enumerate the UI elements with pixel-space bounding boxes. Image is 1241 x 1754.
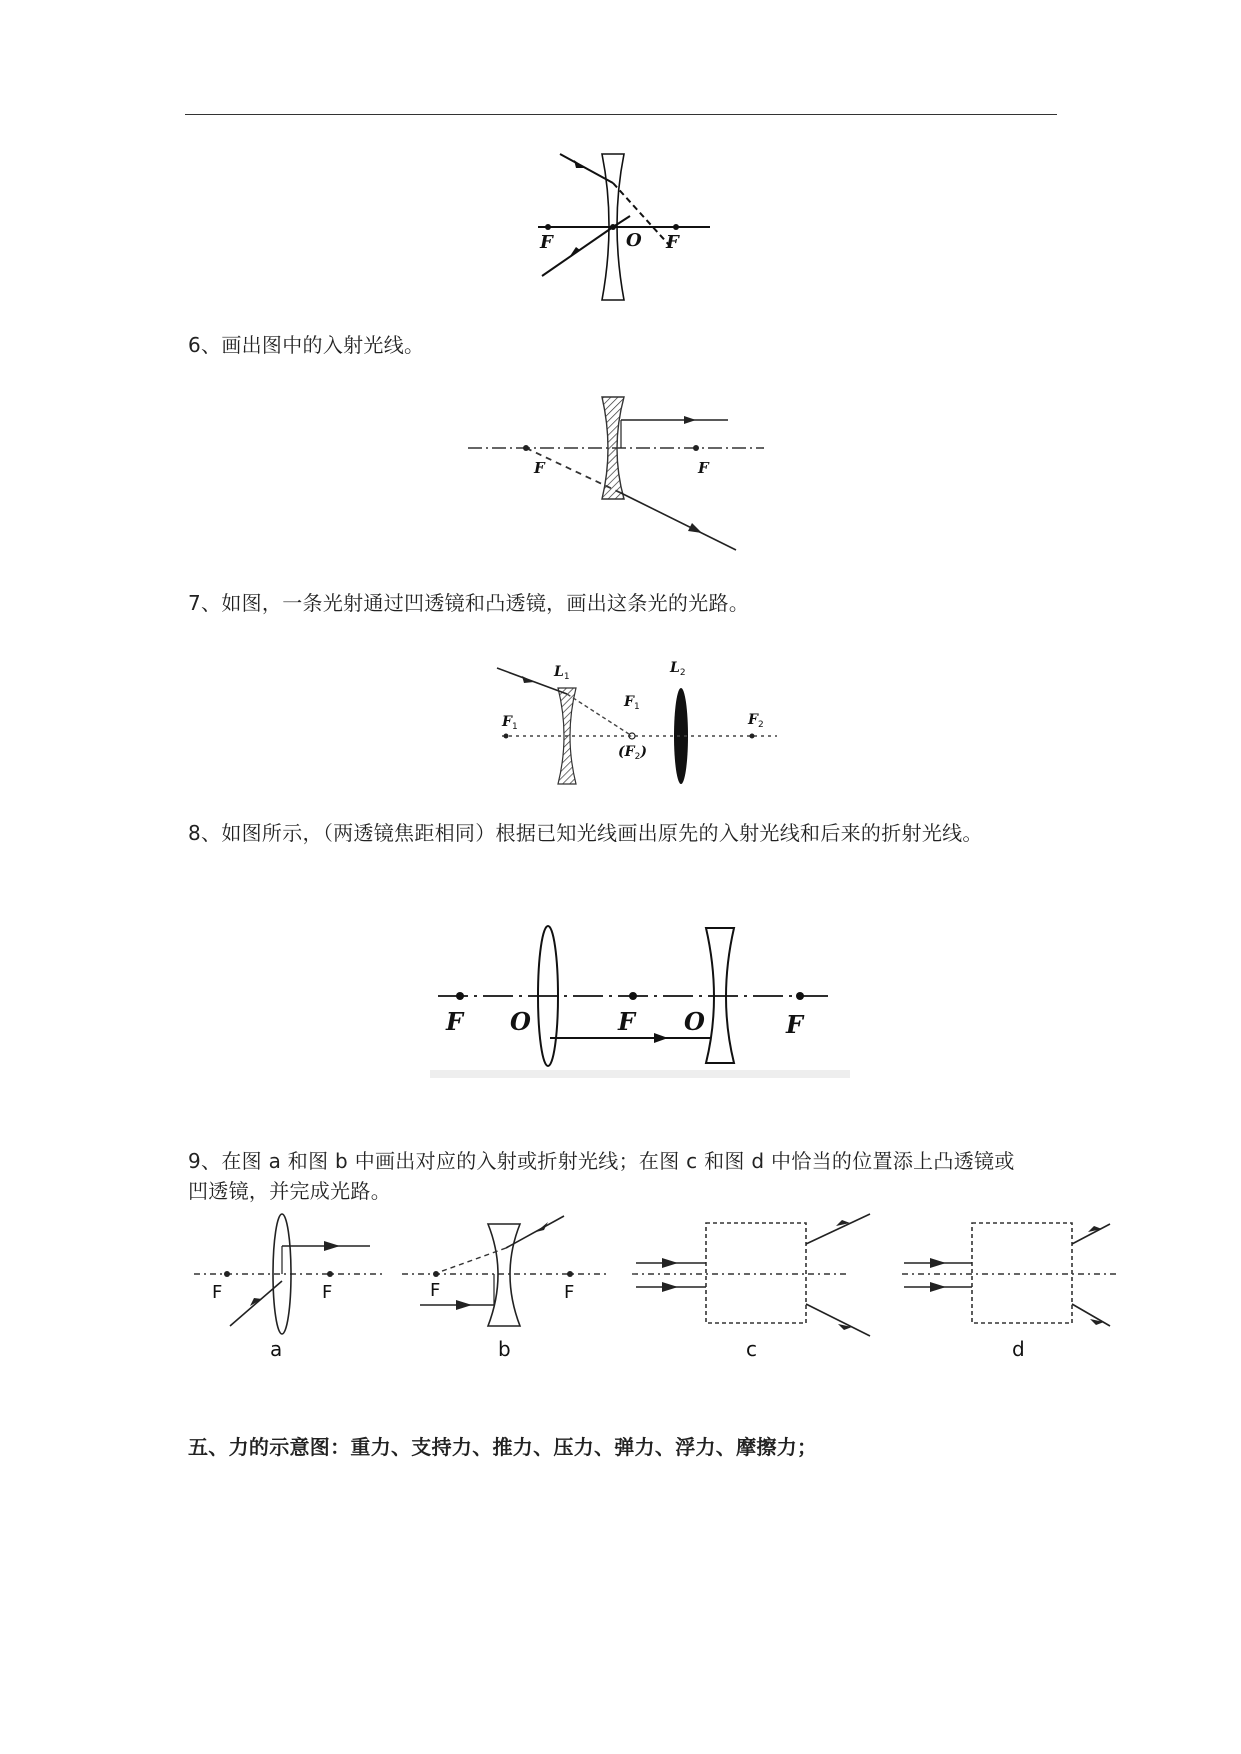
b-focus-right: F: [564, 1282, 575, 1303]
header-rule: [185, 114, 1057, 115]
section-5-heading: 五、力的示意图：重力、支持力、推力、压力、弹力、浮力、摩擦力；: [188, 1435, 818, 1459]
caption-d: d: [1012, 1337, 1025, 1361]
focus-label-right: F: [698, 459, 709, 477]
figure-9-four-panels: [190, 1208, 1241, 1378]
question-9-line-1: 9、在图 a 和图 b 中画出对应的入射或折射光线；在图 c 和图 d 中恰当的位置添上凸透镜或: [188, 1149, 1015, 1173]
question-7: 7、如图，一条光射通过凹透镜和凸透镜，画出这条光的光路。: [188, 591, 750, 615]
panel-b: [402, 1216, 610, 1361]
focus-label-left: F: [446, 1007, 464, 1036]
f1-left-label: $F_1$: [502, 714, 518, 732]
figure-6-concave-lens: [466, 393, 766, 553]
center-label-2: O: [684, 1007, 705, 1036]
focus-label-right: F: [666, 232, 679, 253]
figure-concave-lens-top: [530, 146, 730, 306]
a-focus-left: F: [212, 1282, 223, 1303]
question-6: 6、画出图中的入射光线。: [188, 333, 425, 357]
figure-8-convex-concave: [428, 928, 828, 1088]
question-9-line-2: 凹透镜，并完成光路。: [188, 1179, 391, 1203]
center-label-1: O: [510, 1007, 531, 1036]
focus-label-left: F: [540, 232, 553, 253]
f2-right-label: $F_2$: [748, 712, 764, 730]
b-focus-left: F: [430, 1280, 441, 1301]
center-label: O: [626, 230, 642, 251]
a-focus-right: F: [322, 1282, 333, 1303]
caption-a: a: [270, 1337, 283, 1361]
panel-a: [194, 1214, 386, 1361]
f1-mid-label: $F_1$: [624, 694, 640, 712]
f2-mid-label: $(F_2)$: [618, 744, 647, 762]
focus-label-right: F: [786, 1010, 804, 1039]
figure-7-two-lenses: [492, 656, 782, 786]
panel-d: [902, 1223, 1120, 1361]
lens2-label: $L_2$: [670, 660, 686, 678]
focus-label-mid: F: [618, 1007, 636, 1036]
caption-c: c: [746, 1337, 757, 1361]
lens1-label: $L_1$: [554, 664, 570, 682]
question-8: 8、如图所示，（两透镜焦距相同）根据已知光线画出原先的入射光线和后来的折射光线。: [188, 821, 983, 845]
focus-label-left: F: [534, 459, 545, 477]
caption-b: b: [498, 1337, 511, 1361]
panel-c: [632, 1214, 870, 1361]
